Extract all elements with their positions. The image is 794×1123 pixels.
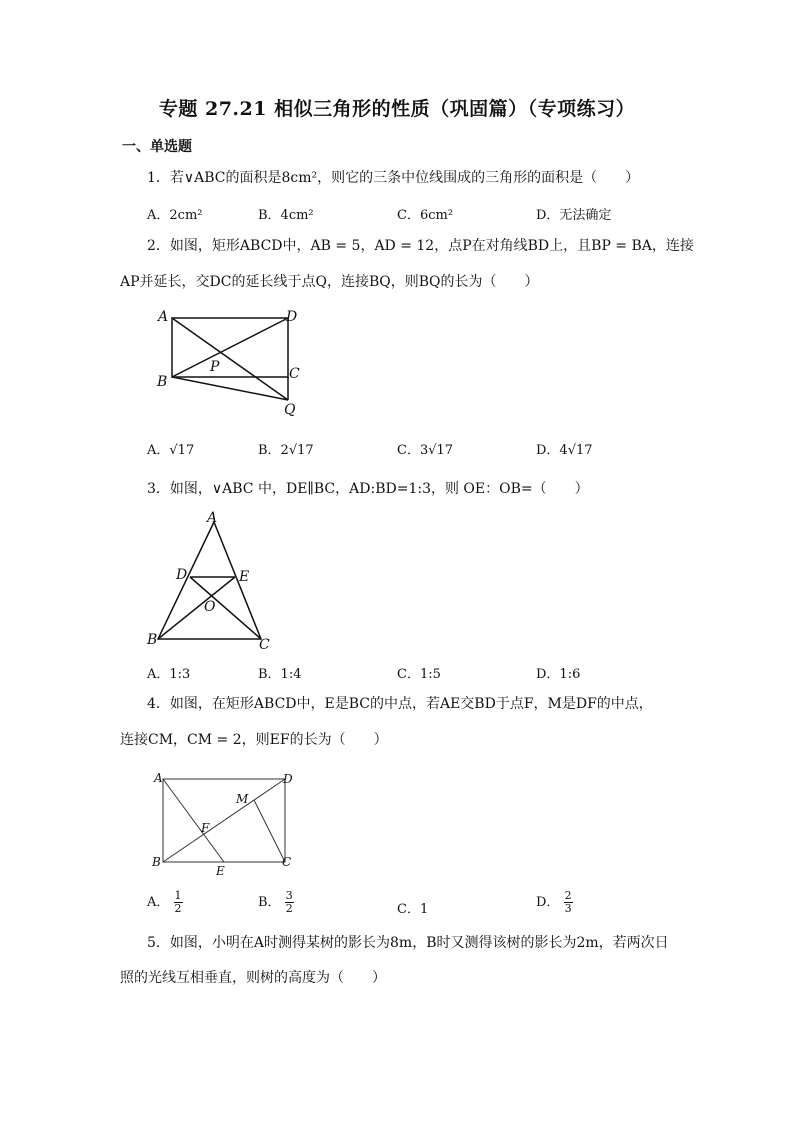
q3-label-d: D — [176, 567, 188, 583]
q4-option-a-prefix: A． — [147, 895, 170, 910]
q4-rectangle-figure — [145, 768, 305, 880]
q4-segment-cm — [254, 800, 285, 862]
q3-label-a: A — [207, 510, 218, 526]
q3-segment-dc — [190, 577, 261, 639]
q3-label-e: E — [239, 569, 250, 585]
q3-segment-be — [158, 577, 235, 639]
question-1-text: 1．若∨ABC的面积是8cm²，则它的三条中位线围成的三角形的面积是（ ） — [147, 170, 640, 186]
question-3-text: 3．如图，∨ABC 中，DE∥BC，AD:BD=1:3，则 OE：OB=（ ） — [147, 481, 589, 497]
q4-option-b-fraction — [285, 890, 294, 915]
q4-option-d — [536, 890, 573, 915]
q4-segment-ae — [163, 779, 224, 862]
section-heading: 一、单选题 — [122, 139, 192, 155]
q4-option-b-prefix: B． — [258, 895, 281, 910]
q3-option-a: A．1:3 — [147, 667, 191, 682]
question-5-line-2: 照的光线互相垂直，则树的高度为（ ） — [120, 970, 386, 986]
q2-label-q: Q — [284, 402, 296, 418]
q4-label-e: E — [216, 864, 225, 878]
q4-label-m: M — [236, 792, 249, 806]
q4-label-c: C — [282, 855, 292, 869]
q4-option-a-fraction — [174, 890, 183, 915]
q1-option-d: D．无法确定 — [536, 208, 612, 223]
q4-label-b: B — [152, 855, 161, 869]
q4-option-d-denominator: 3 — [564, 902, 572, 915]
q4-option-d-fraction — [564, 890, 573, 915]
page-title: 专题 27.21 相似三角形的性质（巩固篇）（专项练习） — [158, 98, 636, 120]
q4-option-d-numerator: 2 — [564, 889, 572, 902]
q3-option-d: D．1:6 — [536, 667, 581, 682]
q4-option-b-numerator: 3 — [285, 889, 293, 902]
q2-option-a: A．√17 — [147, 443, 195, 458]
q1-option-b: B．4cm² — [258, 208, 314, 223]
q4-option-a-numerator: 1 — [174, 889, 182, 902]
q4-option-a — [147, 890, 183, 915]
q1-option-a: A．2cm² — [147, 208, 203, 223]
q2-diagonal-bd — [172, 318, 288, 377]
question-5-line-1: 5．如图，小明在A时测得某树的影长为8m，B时又测得该树的影长为2m，若两次日 — [147, 935, 669, 951]
q4-option-c: C．1 — [397, 902, 429, 917]
q4-option-a-denominator: 2 — [174, 902, 182, 915]
question-4-line-1: 4．如图，在矩形ABCD中，E是BC的中点，若AE交BD于点F，M是DF的中点， — [147, 696, 653, 712]
q3-triangle-figure — [140, 508, 280, 656]
q4-label-a: A — [154, 771, 163, 785]
q4-option-b-denominator: 2 — [285, 902, 293, 915]
q4-option-d-prefix: D． — [536, 895, 560, 910]
q4-label-f: F — [201, 821, 210, 835]
q3-label-c: C — [259, 637, 270, 653]
q1-option-c: C．6cm² — [397, 208, 454, 223]
question-4-line-2: 连接CM，CM = 2，则EF的长为（ ） — [120, 732, 388, 748]
q2-label-c: C — [289, 366, 300, 382]
q2-label-p: P — [210, 359, 220, 375]
q2-option-c: C．3√17 — [397, 443, 454, 458]
q4-diagonal-bd — [163, 779, 285, 862]
q2-label-a: A — [158, 309, 169, 325]
q2-label-b: B — [157, 374, 168, 390]
q4-label-d: D — [283, 772, 293, 786]
question-2-line-2: AP并延长，交DC的延长线于点Q，连接BQ，则BQ的长为（ ） — [120, 274, 539, 290]
q4-option-b — [258, 890, 294, 915]
q2-option-d: D．4√17 — [536, 443, 593, 458]
q2-option-b: B．2√17 — [258, 443, 314, 458]
question-2-line-1: 2．如图，矩形ABCD中，AB = 5，AD = 12，点P在对角线BD上，且BP = BA，连接 — [147, 238, 694, 254]
q3-option-b: B．1:4 — [258, 667, 302, 682]
q2-rectangle-figure — [150, 305, 310, 420]
q3-option-c: C．1:5 — [397, 667, 441, 682]
q2-line-aq — [172, 318, 288, 400]
q2-label-d: D — [286, 309, 298, 325]
q3-label-b: B — [147, 632, 158, 648]
q3-label-o: O — [204, 599, 216, 615]
